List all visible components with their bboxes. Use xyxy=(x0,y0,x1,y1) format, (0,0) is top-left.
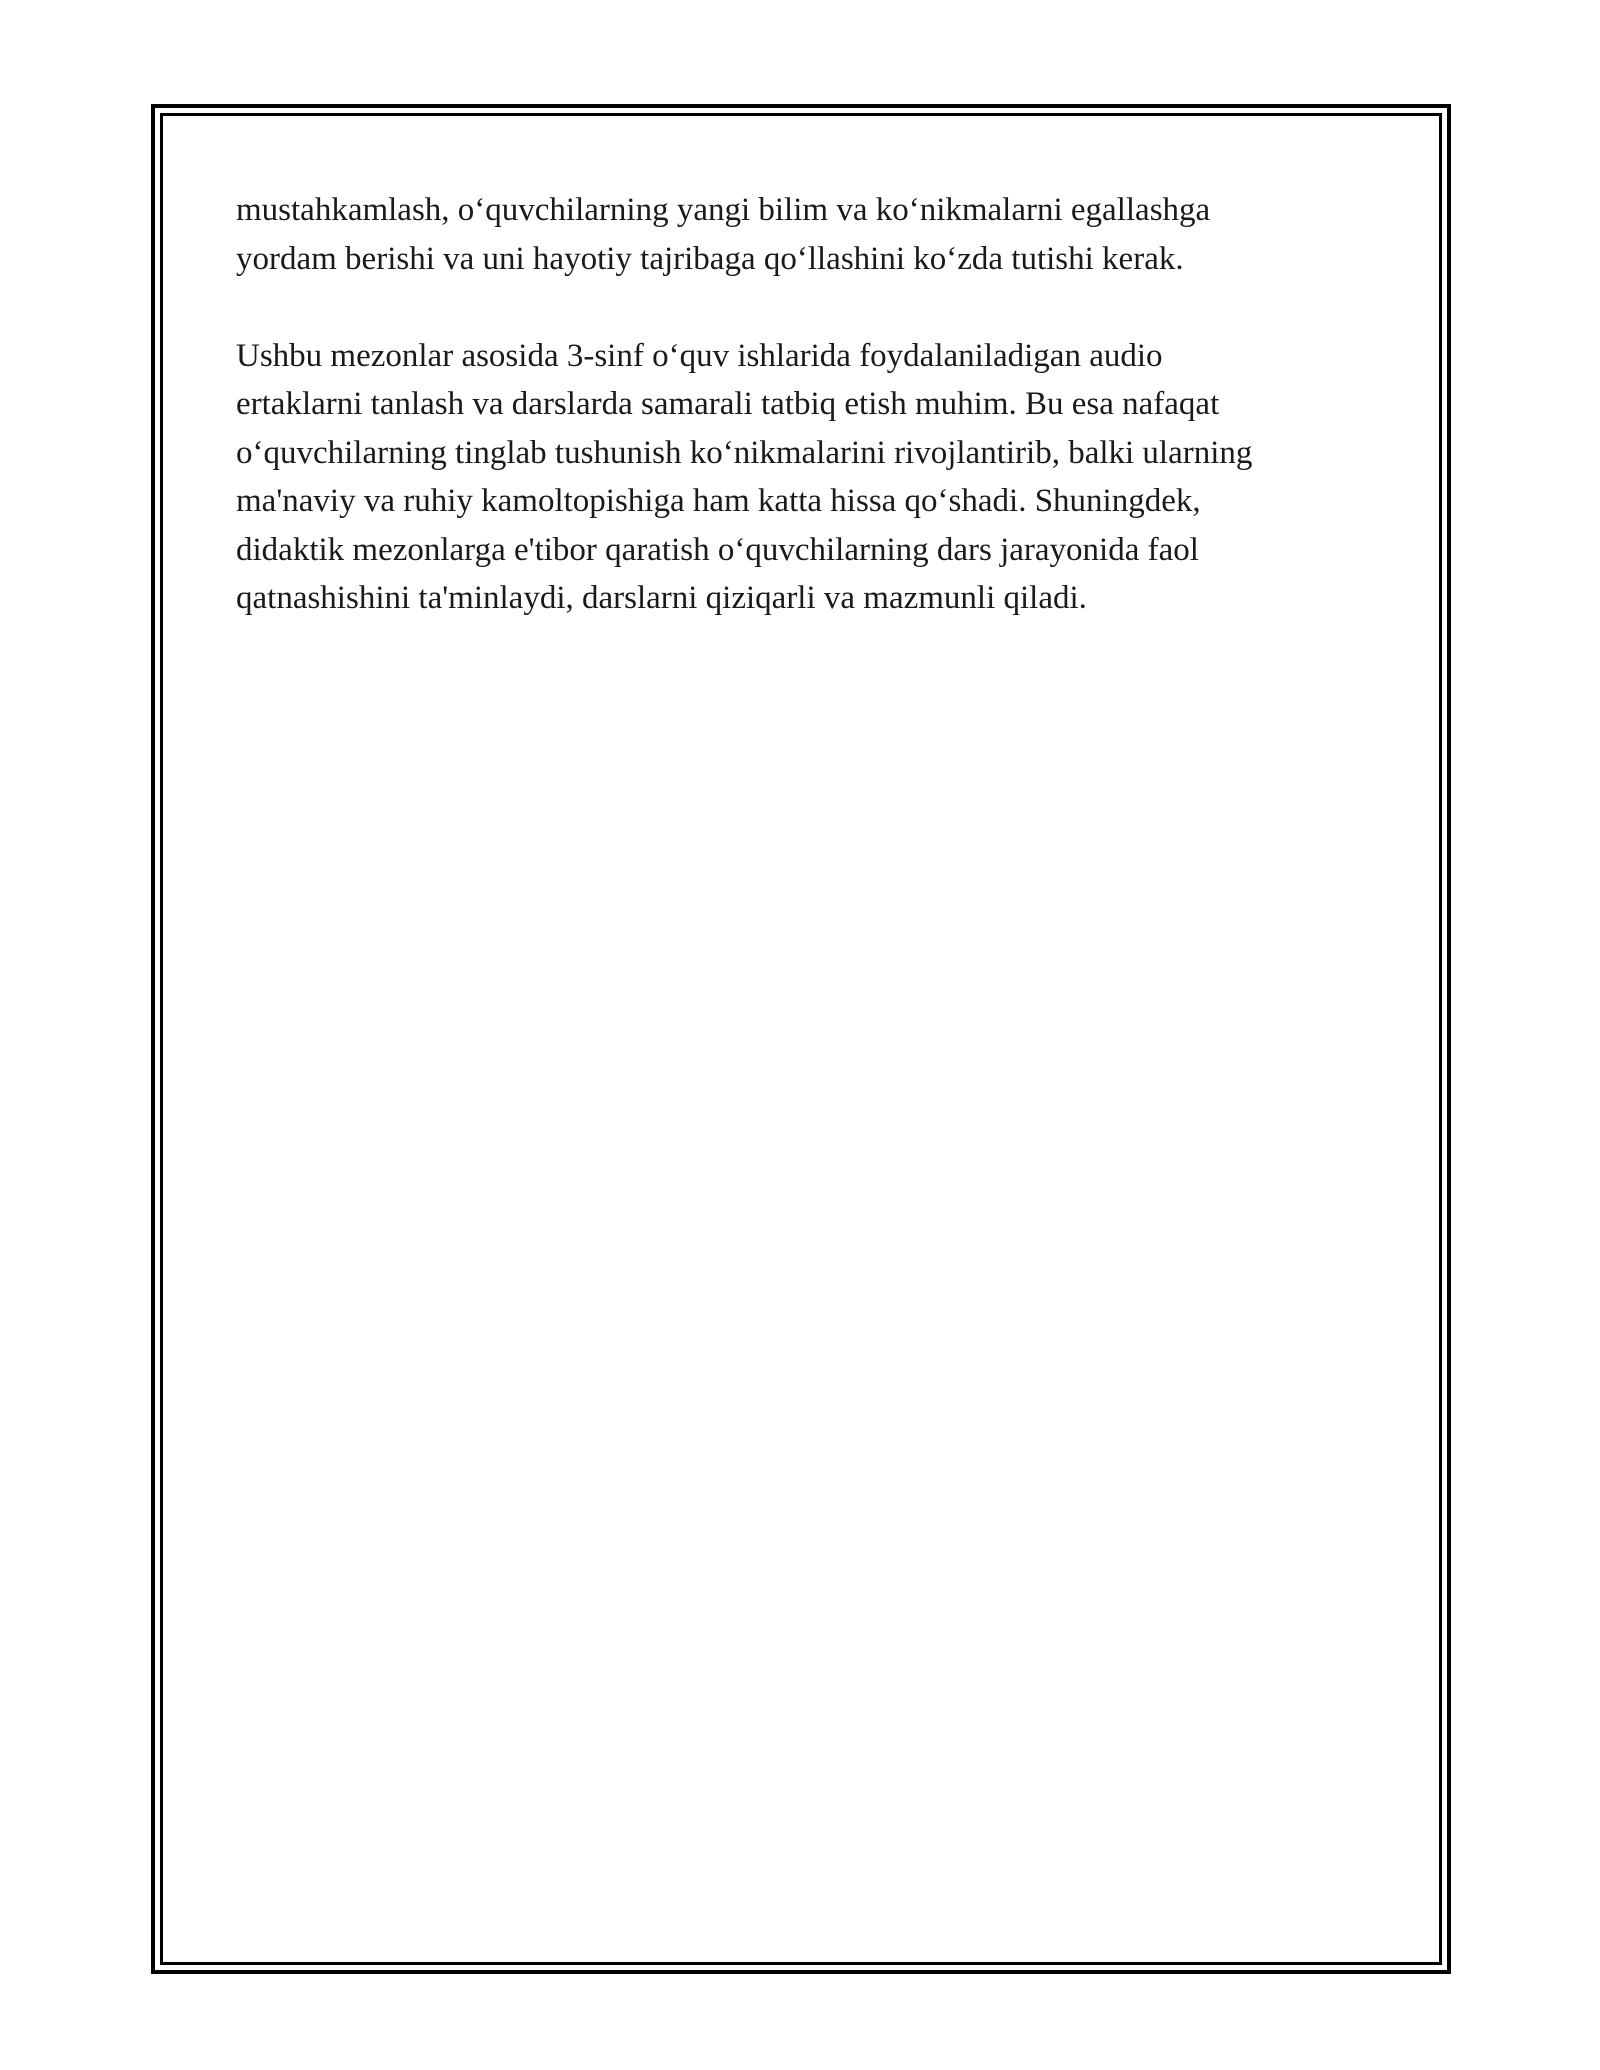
text-line: ma'naviy va ruhiy kamoltopishiga ham katta hissa qo‘shadi. Shuningdek, xyxy=(236,483,1201,519)
text-line: o‘quvchilarning tinglab tushunish ko‘nikmalarini rivojlantirib, balki ularning xyxy=(236,434,1253,471)
text-line: mustahkamlash, o‘quvchilarning yangi bilim va ko‘nikmalarni egallashga xyxy=(236,192,1211,228)
paragraph xyxy=(236,186,1386,283)
paragraph xyxy=(236,332,1386,623)
document-body xyxy=(236,186,1386,671)
text-line: yordam berishi va uni hayotiy tajribaga qo‘llashini ko‘zda tutishi kerak. xyxy=(236,240,1184,277)
text-line: didaktik mezonlarga e'tibor qaratish o‘quvchilarning dars jarayonida faol xyxy=(236,531,1199,568)
text-line: ertaklarni tanlash va darslarda samarali tatbiq etish muhim. Bu esa nafaqat xyxy=(236,386,1220,422)
text-line: qatnashishini ta'minlaydi, darslarni qiziqarli va mazmunli qiladi. xyxy=(236,580,1087,616)
text-line: Ushbu mezonlar asosida 3-sinf o‘quv ishlarida foydalaniladigan audio xyxy=(236,337,1163,374)
